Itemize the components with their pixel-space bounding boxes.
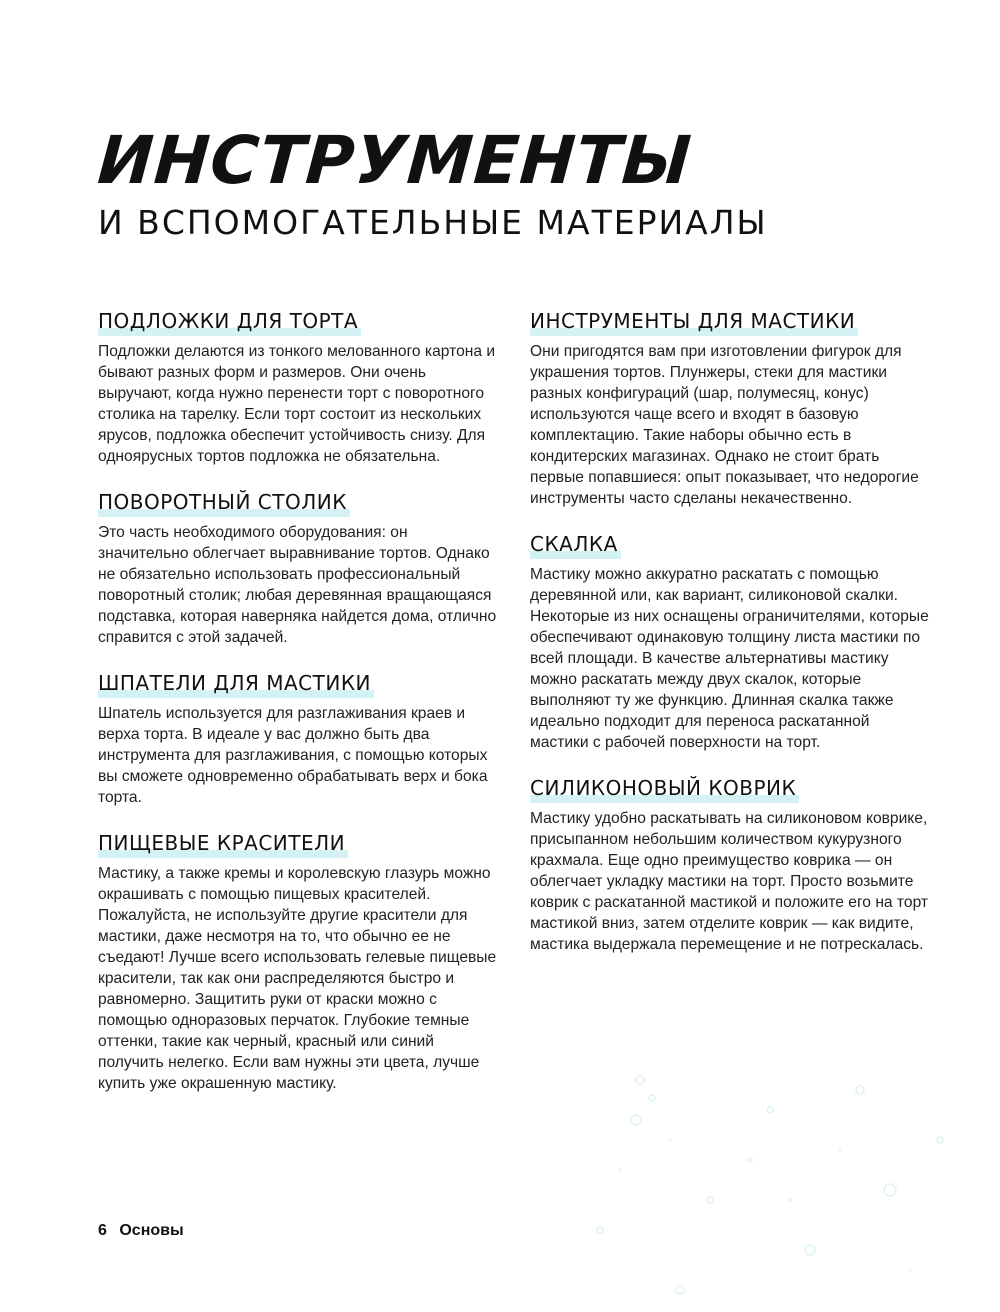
section-text: Это часть необходимого оборудования: он значительно облегчает выравнивание тортов. Однако не обязательно использовать профессиональный поворотный столик; любая деревянная вращающаяся подставка, которая наверняка найдется дома, отлично справится с этой задачей. bbox=[98, 524, 497, 646]
section-heading: ПИЩЕВЫЕ КРАСИТЕЛИ bbox=[98, 828, 348, 858]
section-cake-boards bbox=[98, 306, 498, 467]
decorative-sugar-dots bbox=[560, 1050, 1000, 1312]
section-text: Подложки делаются из тонкого мелованного картона и бывают разных форм и размеров. Они очень выручают, когда нужно перенести торт с поворотного столика на тарелку. Если торт состоит из нескольких ярусов, подложка обеспечит устойчивость снизу. Для одноярусных тортов подложка не обязательна. bbox=[98, 343, 496, 465]
section-text: Шпатель используется для разглаживания краев и верха торта. В идеале у вас должно быть два инструмента для разглаживания, с помощью которых вы сможете одновременно обрабатывать верх и бока торта. bbox=[98, 705, 488, 806]
chapter-name: Основы bbox=[119, 1222, 184, 1239]
section-turntable bbox=[98, 487, 498, 648]
page-number: 6 bbox=[98, 1222, 107, 1239]
section-heading: ПОВОРОТНЫЙ СТОЛИК bbox=[98, 487, 350, 517]
section-smoothers bbox=[98, 668, 498, 808]
section-heading: ИНСТРУМЕНТЫ ДЛЯ МАСТИКИ bbox=[530, 306, 858, 336]
section-rolling-pin bbox=[530, 529, 930, 753]
section-text: Они пригодятся вам при изготовлении фигурок для украшения тортов. Плунжеры, стеки для мастики разных конфигураций (шар, полумесяц, конус) используются чаще всего и входят в базовую комплектацию. Такие наборы обычно есть в кондитерских магазинах. Однако не стоит брать первые попавшиеся: опыт показывает, что недорогие инструменты часто сделаны некачественно. bbox=[530, 343, 919, 507]
section-heading: ПОДЛОЖКИ ДЛЯ ТОРТА bbox=[98, 306, 361, 336]
section-heading: СИЛИКОНОВЫЙ КОВРИК bbox=[530, 773, 799, 803]
section-heading: СКАЛКА bbox=[530, 529, 621, 559]
section-text: Мастику удобно раскатывать на силиконовом коврике, присыпанном небольшим количеством кукурузного крахмала. Еще одно преимущество коврика — он облегчает укладку мастики на торт. Просто возьмите коврик с раскатанной мастикой и положите его на торт мастикой вниз, затем отделите коврик — как видите, мастика выдержала перемещение и не потрескалась. bbox=[530, 810, 929, 953]
right-column bbox=[530, 306, 930, 975]
page-title: ИНСТРУМЕНТЫ bbox=[95, 122, 695, 199]
page-footer bbox=[98, 1222, 184, 1240]
section-text: Мастику, а также кремы и королевскую глазурь можно окрашивать с помощью пищевых красителей. Пожалуйста, не используйте другие красители для мастики, даже несмотря на то, что обычно ее не съедают! Лучше всего использовать гелевые пищевые красители, так как они распределяются быстро и равномерно. Защитить руки от краски можно с помощью одноразовых перчаток. Глубокие темные оттенки, такие как черный, красный или синий получить нелегко. Если вам нужны эти цвета, лучше купить уже окрашенную мастику. bbox=[98, 865, 497, 1092]
page-subtitle: И ВСПОМОГАТЕЛЬНЫЕ МАТЕРИАЛЫ bbox=[98, 203, 768, 242]
left-column bbox=[98, 306, 498, 1114]
section-text: Мастику можно аккуратно раскатать с помощью деревянной или, как вариант, силиконовой скалки. Некоторые из них оснащены ограничителями, которые обеспечивают одинаковую толщину листа мастики по всей площади. В качестве альтернативы мастику можно раскатать между двух скалок, которые выполняют ту же функцию. Длинная скалка также идеально подходит для переноса раскатанной мастики с рабочей поверхности на торт. bbox=[530, 566, 929, 751]
section-food-colorings bbox=[98, 828, 498, 1094]
section-heading: ШПАТЕЛИ ДЛЯ МАСТИКИ bbox=[98, 668, 374, 698]
section-fondant-tools bbox=[530, 306, 930, 509]
section-silicone-mat bbox=[530, 773, 930, 955]
